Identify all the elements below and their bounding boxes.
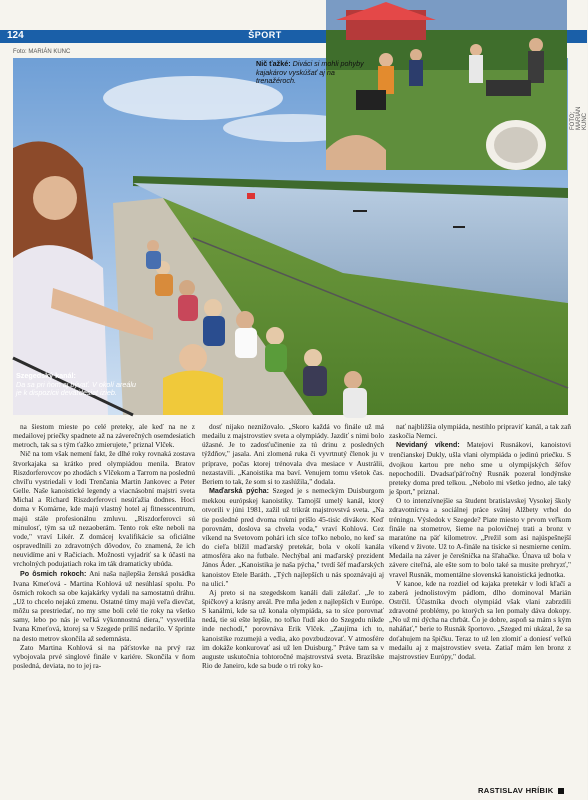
paragraph-text: Aj preto si na szegedskom kanáli dali záležať. „Je to špičkový a krásny areál. Pre mňa jeden z najlepších v Európe. S kanálmi, kde sa už konala olympiáda, sa to síce porovnať nedá, tie sú ešte lepšie, no toľko ľudí ako do Szegedu nikde inde nechodí," porovnáva Erik Vlček. „Zaujíma ich to, kanoistike rozumejú a vedia, ako povzbudzovať. V atmosfére im dokáže konkurovať asi už len Duisburg." Práve tam sa v auguste uskutočnia tohtoročné majstrovstvá sveta. Brazílske Rio de Janeiro, kde sa bude o tri roky ko-: [202, 587, 384, 671]
caption-trainers-text: Diváci si mohli pohyby kajakárov vyskúšať aj na trenažéroch.: [256, 59, 364, 86]
caption-trainers: [256, 60, 376, 86]
article-column-2: [202, 422, 384, 670]
caption-canal: [16, 372, 136, 398]
article-paragraph: [202, 422, 384, 486]
paragraph-text: nať najbližšia olympiáda, nestihlo pripraviť kanál, a tak zaň zaskočia Nemci.: [389, 422, 571, 441]
article-paragraph: [13, 449, 195, 568]
section-title: ŠPORT: [248, 30, 282, 40]
author-name: RASTISLAV HRÍBIK: [478, 786, 554, 795]
photo-credit-top: FOTO: MARIÁN KUNC: [570, 106, 588, 130]
article-paragraph: [389, 496, 571, 578]
paragraph-text: Ani naša najlepšia ženská posádka Ivana Kmeťová - Martina Kohlová už nesúhlasí spolu. Po ôsmich rokoch sa obe kajakárky vydali na samostatnú dráhu. „Už to chcelo nejakú zmenu. Ostatné tímy majú veľa dievčat, môžu sa prestriedať, no my sme boli celé tie roky na všetko samy, lebo po nás je veľká výkonnostná diera," vysvetlila Ivana Kmeťová, ktorej sa v Szegede príliš nedarilo. V šprinte na desto metrov skončila až sedemnásta.: [13, 568, 196, 643]
caption-canal-title: Szegedský kanál:: [16, 371, 76, 380]
article-paragraph: [13, 643, 195, 670]
subheading: Maďarská pýcha:: [209, 487, 269, 496]
paragraph-text: Zato Martina Kohlová si na päťstovke na prvý raz vybojovala prvé singlové finále v kariére. Skončila v ňom posledná, deviata, no to jej ra-: [13, 642, 195, 671]
paragraph-text: Nič na tom však nemení fakt, že dlhé roky rovnaká zostava štvorkajaka sa krátko pred olympiádou menila. Bratov Riszdorferovcov po zhodách s Vlčekom a Tarrom na poslednú chvíľu vystriedali v lodi Trenčania Martin Jankovec a Peter Gelle. Naše kanoistické legendy a viacnásobní majstri sveta Michal a Richard Riszdorferovci nesúťažia dodnes. Hoci doma v Komárne, kde majú vlastný hotel aj fitnesscentrum, majú stále profesionálnu zmluvu. „Riszdorferovci sú minulosť, tým sa už nezaoberám. Tento rok ešte neboli na vode," vraví Likér. Z domácej kvalifikácie sa oficiálne ospravedlnili zo zdravotných dôvodov, čo znamená, že ich neuvidíme ani v Račiciach. Možnosti vyjadriť sa k účasti na vrcholných podujatiach roka im ták dramaticky ubúda.: [13, 449, 195, 569]
article-paragraph: [13, 569, 195, 643]
paragraph-text: dosť nijako neznižovalo. „Skoro každá vo finále už má medailu z majstrovstiev sveta a olympiády. Jazdiť s nimi bolo úžasné. Je to zadosťučinenie za tú drinu z posledných týždňov," jasala. Ani zlomená ruka či vyvrtnutý členok ju v príprave, počas ktorej trénovala dva mesiace v Austrálii, nezastavili. „Kanoistika ma baví. Venujem tomu všetok čas. Beriem to tak, že som si to zaslúžila," dodala.: [202, 422, 384, 486]
photo-credit-main: Foto: MARIÁN KUNC: [13, 49, 71, 55]
page-number: 124: [7, 30, 24, 41]
article-paragraph: [202, 486, 384, 588]
paragraph-text: O to intenzívnejšie sa študent bratislavskej Vysokej školy zdravotníctva a sociálnej práce svätej Alžbety vrhol do tréningu. Výsledok v Szegede? Piate miesto v prvom veľkom finále na stometrov, šieme na polovičnej trati a bronz v maratóne na päť kilometrov. „Prežil som asi najúspešnejší víkend v živote. Už to A-finále na tisícke si nesmierne cením. Medaila na záver je čerešnička na šľahačke. Únava už bola v závere citeľná, ale ešte som to bolo také sa musite prehryzť," vravel Rusnák, momentálne slovenská kanoistická jednotka.: [389, 496, 571, 579]
subheading: Nevidaný víkend:: [396, 441, 460, 450]
author-byline: [478, 786, 564, 795]
article-paragraph: [389, 579, 571, 661]
end-of-article-mark: [558, 788, 564, 794]
subheading: Po ôsmich rokoch:: [20, 569, 87, 578]
article-paragraph: [13, 422, 195, 449]
caption-canal-text: Da sa pri ňom aj bývať. V okolí areálu je k dispozícii deväťdesiat izieb.: [16, 379, 136, 398]
paragraph-text: Szeged je s nemeckým Duisburgom mekkou európskej kanoistiky. Tamojší umelý kanál, ktorý otvorili v júni 1981, zažil už trikrát majstrovstvá sveta. „Na tie posledné pred dvoma rokmi prišlo 45-tisíc divákov. Keď porovnám, doslova sa chvela voda," vraví Kohlová. Cez víkend na Svetovom pohári ich síce toľko nebolo, no keď sa do cieľa blížil maďarský pretekár, bola v okolí kanála atmosféra ako na futbale. Nechýbal ani maďarský prezident János Áder. „Kanoistika je naša pýcha," tvrdí šéf maďarských kanoistov Etele Baráth. „Tých najlepších u nás spoznávajú aj na ulici.": [202, 486, 384, 588]
paragraph-text: Matejovi Rusnákovi, kanoistovi trenčianskej Dukly, ušla vlani olympiáda o jedinú priečku. S dvojkou kartou pre neho sme u olympijských šéfov nepochodili. Dvadsaťpäťročný Rusnák pozeral londýnske preteky doma pred telkou. „Nebolo mi všetko jedno, ale taký je šport," priznal.: [389, 440, 571, 497]
article-paragraph: [202, 588, 384, 670]
article-paragraph: [389, 440, 571, 496]
caption-trainers-title: Nič ťažké:: [256, 59, 291, 68]
article-column-3: [389, 422, 571, 661]
paragraph-text: V kanoe, kde na rozdiel od kajaka pretekár v lodi kľačí a zaberá jednolistovým pádlom, dlho dominoval Marián Ostrčil. Účastníka dvoch olympiád však vlani zabrzdili zdravotné problémy, po ktorých sa len pomaly dáva dokopy. „No už mi dýcha na chrbát. Čo je dobre, aspoň sa mám s kým naháňať," berie to Rusnák športovo. „Szeged mi ukázal, že sa doťahujem na špičku. Teraz to už len zlomiť a doniesť veľkú medailu aj z majstrovstiev sveta. Zatiaľ mám len bronz z majstrovstiev Európy," dodal.: [389, 578, 571, 661]
paragraph-text: na šiestom mieste po celé preteky, ale keď na ne z medailovej priečky spadnete až na záverečných osemdesiatich metroch, tak sa s tým ťažko zmierujete," priznal Vlček.: [13, 422, 195, 450]
article-paragraph: [389, 422, 571, 440]
article-column-1: [13, 422, 195, 670]
